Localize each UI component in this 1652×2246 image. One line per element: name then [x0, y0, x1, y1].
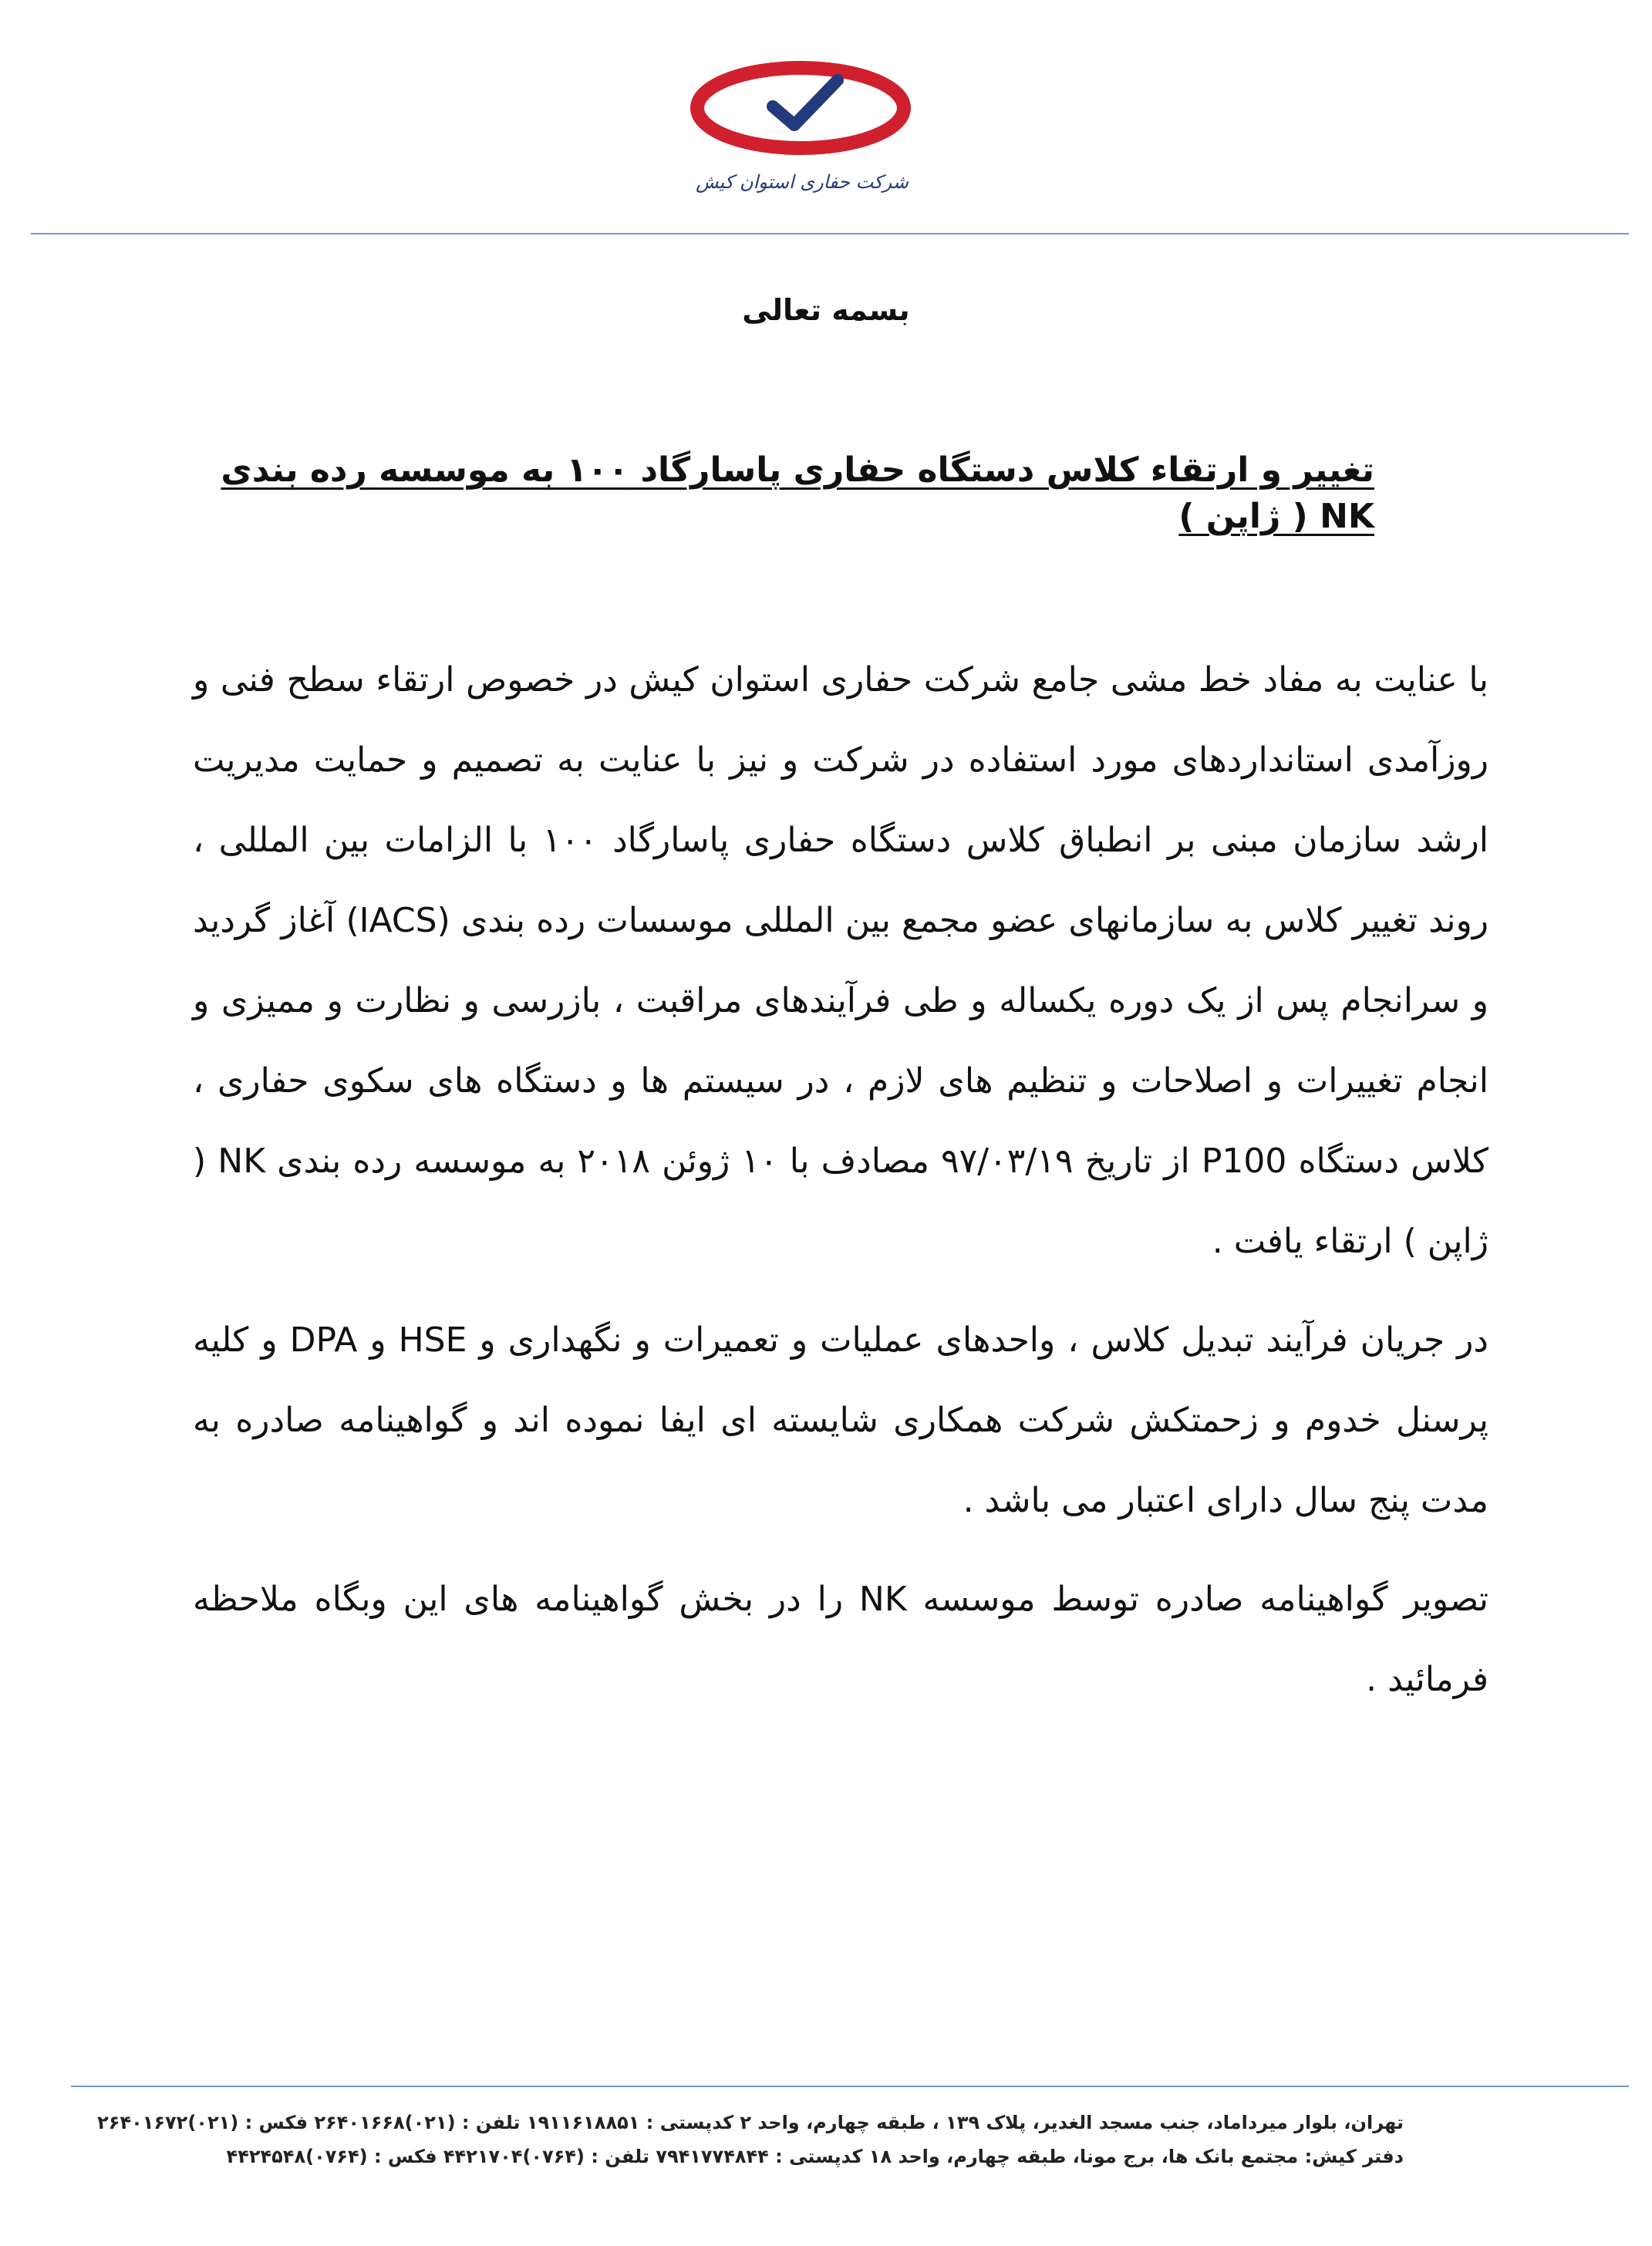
- company-logo: [686, 60, 918, 214]
- checkmark-oval-logo-icon: [686, 60, 918, 214]
- logo-caption: شرکت حفاری استوان کیش: [696, 171, 909, 193]
- footer-address: [97, 2106, 1404, 2173]
- document-title: [217, 447, 1374, 540]
- footer-kish-address: دفتر کیش: مجتمع بانک ها، برج مونا، طبقه چهارم، واحد ۱۸ کدپستی : ۷۹۴۱۷۷۴۸۴۴ تلفن : (۰۷۶۴)۴۴۲۱۷۰۴ فکس : (۰۷۶۴)۴۴۲۴۵۴۸: [226, 2146, 1404, 2167]
- footer-divider: [71, 2086, 1629, 2087]
- body-paragraph-3: تصویر گواهینامه صادره توسط موسسه NK را در بخش گواهینامه های این وبگاه ملاحظه فرمائید .: [193, 1580, 1488, 1699]
- document-body: [193, 640, 1488, 1738]
- body-paragraph-2: در جریان فرآیند تبدیل کلاس ، واحدهای عملیات و تعمیرات و نگهداری و HSE و DPA و کلیه پرسنل خدوم و زحمتکش شرکت همکاری شایسته ای ایفا نموده اند و گواهینامه صادره به مدت پنج سال دارای اعتبار می باشد .: [193, 1320, 1488, 1520]
- basmala: بسمه تعالی: [742, 293, 910, 327]
- header-divider: [31, 233, 1629, 234]
- document-title-text: تغییر و ارتقاء کلاس دستگاه حفاری پاسارگاد ۱۰۰ به موسسه رده بندی NK ( ژاپن ): [221, 450, 1374, 536]
- footer-tehran-address: تهران، بلوار میرداماد، جنب مسجد الغدیر، پلاک ۱۳۹ ، طبقه چهارم، واحد ۲ کدپستی : ۱۹۱۱۶۱۸۸۵۱ تلفن : (۰۲۱)۲۶۴۰۱۶۶۸ فکس : (۰۲۱)۲۶۴۰۱۶۷۲: [97, 2112, 1404, 2133]
- body-paragraph-1: با عنایت به مفاد خط مشی جامع شرکت حفاری استوان کیش در خصوص ارتقاء سطح فنی و روزآمدی استانداردهای مورد استفاده در شرکت و نیز با عنایت به تصمیم و حمایت مدیریت ارشد سازمان مبنی بر انطباق کلاس دستگاه حفاری پاسارگاد ۱۰۰ با الزامات بین المللی ، روند تغییر کلاس به سازمانهای عضو مجمع بین المللی موسسات رده بندی (IACS) آغاز گردید و سرانجام پس از یک دوره یکساله و طی فرآیندهای مراقبت ، بازرسی و نظارت و ممیزی و انجام تغییرات و اصلاحات و تنظیم های لازم ، در سیستم ها و دستگاه های سکوی حفاری ، کلاس دستگاه P100 از تاریخ ۹۷/۰۳/۱۹ مصادف با ۱۰ ژوئن ۲۰۱۸ به موسسه رده بندی NK ( ژاپن ) ارتقاء یافت .: [193, 660, 1488, 1261]
